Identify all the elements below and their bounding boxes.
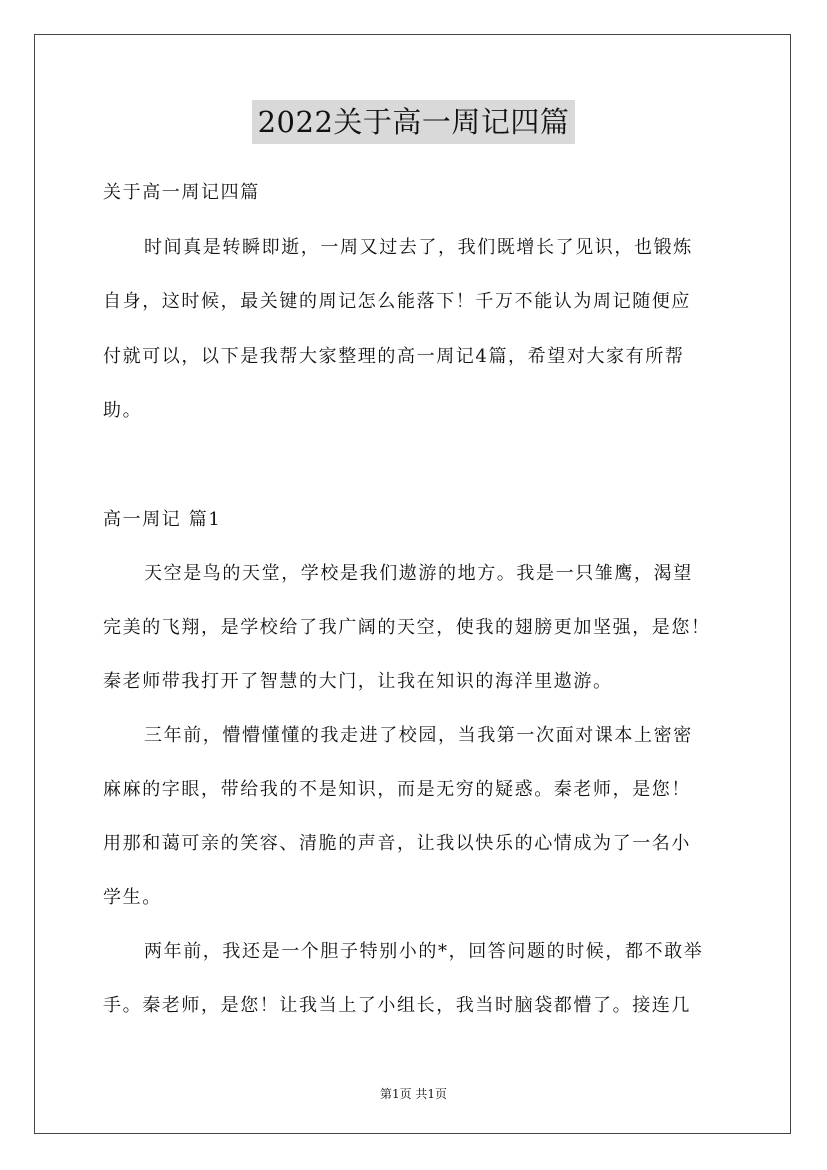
paragraph-line: 秦老师带我打开了智慧的大门，让我在知识的海洋里遨游。	[103, 671, 613, 692]
paragraph-line: 时间真是转瞬即逝，一周又过去了，我们既增长了见识，也锻炼	[144, 237, 693, 258]
page-footer: 第1页 共1页	[379, 1087, 448, 1101]
section-heading: 高一周记 篇1	[103, 509, 222, 530]
paragraph-line: 完美的飞翔，是学校给了我广阔的天空，使我的翅膀更加坚强，是您！	[103, 617, 711, 638]
paragraph-line: 两年前，我还是一个胆子特别小的*，回答问题的时候，都不敢举	[144, 941, 704, 962]
subtitle-line: 关于高一周记四篇	[103, 182, 260, 203]
title-container	[0, 100, 827, 144]
paragraph-line: 天空是鸟的天堂，学校是我们遨游的地方。我是一只雏鹰，渴望	[144, 563, 693, 584]
paragraph-line: 三年前，懵懵懂懂的我走进了校园，当我第一次面对课本上密密	[144, 725, 693, 746]
paragraph-line: 学生。	[103, 887, 162, 908]
paragraph-line: 助。	[103, 400, 143, 421]
paragraph-line: 自身，这时候，最关键的周记怎么能落下！千万不能认为周记随便应	[103, 291, 691, 312]
paragraph-line: 付就可以，以下是我帮大家整理的高一周记4篇，希望对大家有所帮	[103, 346, 685, 367]
document-title: 2022关于高一周记四篇	[252, 100, 576, 144]
paragraph-line: 麻麻的字眼，带给我的不是知识，而是无穷的疑惑。秦老师，是您！	[103, 779, 691, 800]
paragraph-line: 用那和蔼可亲的笑容、清脆的声音，让我以快乐的心情成为了一名小	[103, 833, 691, 854]
paragraph-line: 手。秦老师，是您！让我当上了小组长，我当时脑袋都懵了。接连几	[103, 995, 691, 1016]
